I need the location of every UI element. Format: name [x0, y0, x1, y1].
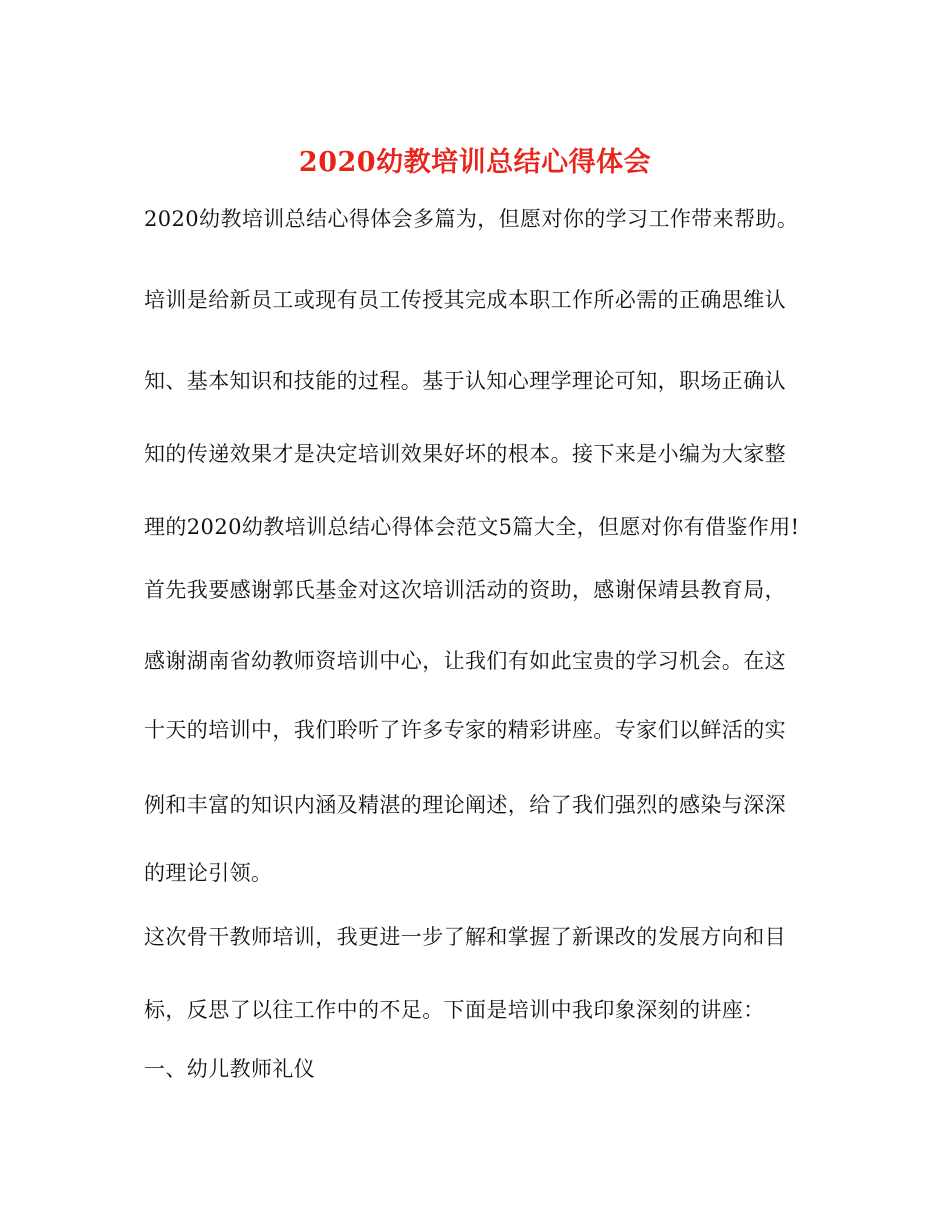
body-line-3: 十天的培训中，我们聆听了许多专家的精彩讲座。专家们以鲜活的实: [144, 718, 786, 742]
intro-line-1: 2020幼教培训总结心得体会多篇为，但愿对你的学习工作带来帮助。: [144, 207, 799, 231]
body-line-2: 感谢湖南省幼教师资培训中心，让我们有如此宝贵的学习机会。在这: [144, 649, 786, 673]
intro-line-4: 知的传递效果才是决定培训效果好坏的根本。接下来是小编为大家整: [144, 442, 786, 466]
intro-line-5: 理的2020幼教培训总结心得体会范文5篇大全，但愿对你有借鉴作用!: [144, 515, 800, 539]
document-title: 2020幼教培训总结心得体会: [298, 147, 652, 178]
body-line-5: 的理论引领。: [144, 861, 273, 885]
body-line-7: 标，反思了以往工作中的不足。下面是培训中我印象深刻的讲座：: [144, 998, 765, 1022]
body-line-1: 首先我要感谢郭氏基金对这次培训活动的资助，感谢保靖县教育局，: [144, 578, 786, 602]
body-line-4: 例和丰富的知识内涵及精湛的理论阐述，给了我们强烈的感染与深深: [144, 793, 786, 817]
intro-line-3: 知、基本知识和技能的过程。基于认知心理学理论可知，职场正确认: [144, 369, 786, 393]
section-heading: 一、幼儿教师礼仪: [144, 1057, 316, 1081]
intro-line-2: 培训是给新员工或现有员工传授其完成本职工作所必需的正确思维认: [144, 288, 786, 312]
body-line-6: 这次骨干教师培训，我更进一步了解和掌握了新课改的发展方向和目: [144, 925, 786, 949]
